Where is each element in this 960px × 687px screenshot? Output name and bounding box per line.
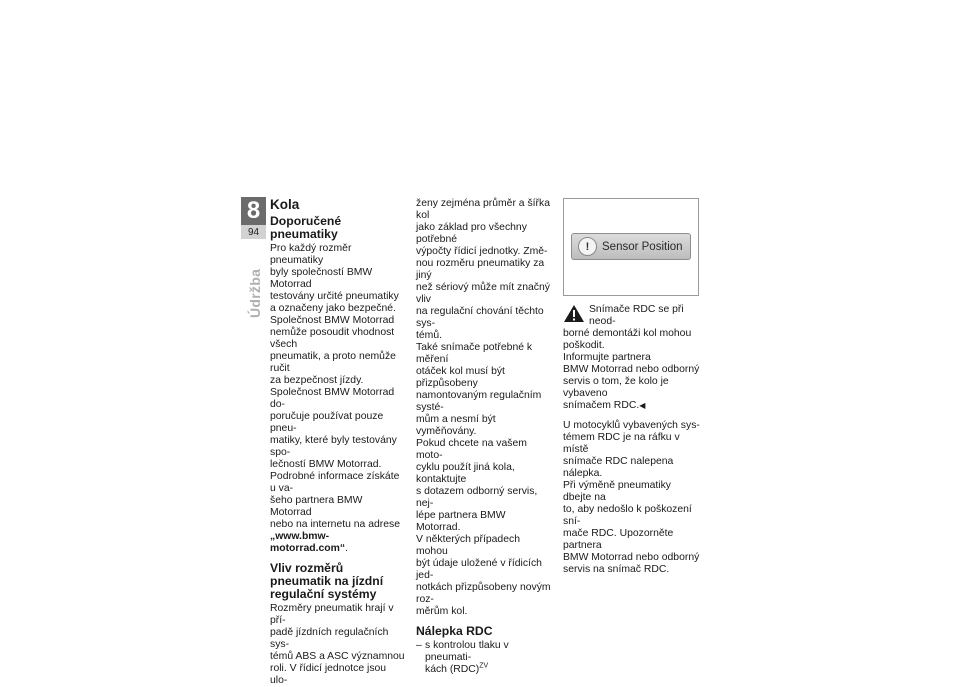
text-line: V některých případech mohou bbox=[416, 534, 520, 557]
text-line: za bezpečnost jízdy. bbox=[270, 375, 364, 386]
text-line: nemůže posoudit vhodnost všech bbox=[270, 327, 395, 350]
text-line: témem RDC je na ráfku v místě bbox=[563, 432, 680, 455]
heading-tyre-size-influence: Vliv rozměrů pneumatik na jízdní regulační systémy bbox=[270, 561, 384, 601]
text-line: na regulační chování těchto sys- bbox=[416, 306, 544, 329]
text-line: byly společností BMW Motorrad bbox=[270, 267, 373, 290]
text-line: servis o tom, že kolo je vybaveno bbox=[563, 376, 669, 399]
text-line: ženy zejména průměr a šířka kol bbox=[416, 198, 550, 221]
optional-equipment-mark: ZV bbox=[479, 662, 489, 670]
text-line: poručuje používat pouze pneu- bbox=[270, 411, 384, 434]
text-line: lépe partnera BMW Motorrad. bbox=[416, 510, 506, 533]
text-line: nebo na internetu na adrese bbox=[270, 519, 400, 530]
bullet-line: s kontrolou tlaku v pneumati- bbox=[425, 640, 509, 663]
text-line: jako základ pro všechny potřebné bbox=[416, 222, 527, 245]
text-line: šeho partnera BMW Motorrad bbox=[270, 495, 363, 518]
rdc-sticker-text bbox=[563, 420, 701, 576]
spacer bbox=[563, 412, 701, 420]
text-line: Pro každý rozměr pneumatiky bbox=[270, 243, 352, 266]
text-line: a označeny jako bezpečné. bbox=[270, 303, 396, 314]
text-line: BMW Motorrad nebo odborný bbox=[563, 552, 700, 563]
text-line: U motocyklů vybavených sys- bbox=[563, 420, 700, 431]
text-line-text: snímačem RDC. bbox=[563, 400, 640, 411]
exclamation-icon: ! bbox=[578, 237, 597, 256]
text-line: výpočty řídicí jednotky. Změ- bbox=[416, 246, 548, 257]
text-line: Při výměně pneumatiky dbejte na bbox=[563, 480, 671, 503]
website-line bbox=[270, 531, 406, 555]
text-line: borné demontáži kol mohou bbox=[563, 328, 692, 339]
text-line: poškodit. bbox=[563, 340, 605, 351]
website-period: . bbox=[345, 543, 348, 554]
text-line: než sériový může mít značný vliv bbox=[416, 282, 550, 305]
text-line: pneumatik, a proto nemůže ručit bbox=[270, 351, 396, 374]
column-1 bbox=[270, 198, 406, 687]
end-of-warning-icon: ◀ bbox=[639, 401, 646, 410]
bullet-text bbox=[425, 640, 552, 676]
text-line: témů ABS a ASC významnou bbox=[270, 651, 405, 662]
text-line: Pokud chcete na vašem moto- bbox=[416, 438, 527, 461]
column-2 bbox=[416, 198, 552, 676]
bullet-line bbox=[425, 664, 552, 676]
rdc-bullet bbox=[416, 640, 552, 676]
text-line bbox=[563, 400, 701, 412]
sensor-position-image bbox=[563, 198, 699, 296]
column-3 bbox=[563, 198, 701, 576]
text-line: témů. bbox=[416, 330, 442, 341]
continued-text bbox=[416, 198, 552, 618]
text-line: být údaje uložené v řídicích jed- bbox=[416, 558, 542, 581]
text-line: testovány určité pneumatiky bbox=[270, 291, 399, 302]
warning-triangle-icon bbox=[563, 304, 585, 323]
text-line: namontovaným regulačním systé- bbox=[416, 390, 542, 413]
text-line: Snímače RDC se při neod- bbox=[589, 304, 684, 327]
text-line: Společnost BMW Motorrad bbox=[270, 315, 395, 326]
text-line: matiky, které byly testovány spo- bbox=[270, 435, 397, 458]
text-line: Společnost BMW Motorrad do- bbox=[270, 387, 395, 410]
text-line: s dotazem odborný servis, nej- bbox=[416, 486, 538, 509]
text-line: servis na snímač RDC. bbox=[563, 564, 670, 575]
chapter-number: 8 bbox=[241, 197, 266, 225]
heading-rdc-sticker: Nálepka RDC bbox=[416, 624, 493, 638]
text-line: to, aby nedošlo k poškození sní- bbox=[563, 504, 692, 527]
text-line: Rozměry pneumatik hrají v pří- bbox=[270, 603, 394, 626]
text-line: lečností BMW Motorrad. bbox=[270, 459, 382, 470]
text-line: cyklu použít jiná kola, kontaktujte bbox=[416, 462, 515, 485]
chapter-side-label: Údržba bbox=[247, 268, 263, 318]
text-line: Podrobné informace získáte u va- bbox=[270, 471, 400, 494]
text-line: Informujte partnera bbox=[563, 352, 651, 363]
page-title: Kola bbox=[270, 197, 300, 212]
text-line: Také snímače potřebné k měření bbox=[416, 342, 533, 365]
text-line: otáček kol musí být přizpůsobeny bbox=[416, 366, 505, 389]
page-number: 94 bbox=[241, 225, 266, 239]
text-line: měrům kol. bbox=[416, 606, 468, 617]
text-line: roli. V řídicí jednotce jsou ulo- bbox=[270, 663, 387, 686]
bullet-dash: – bbox=[416, 640, 422, 651]
text-line: BMW Motorrad nebo odborný bbox=[563, 364, 700, 375]
tyre-size-text bbox=[270, 603, 406, 687]
website-link[interactable]: „www.bmw-motorrad.com“ bbox=[270, 531, 346, 554]
text-line: nou rozměru pneumatiky za jiný bbox=[416, 258, 545, 281]
text-line: padě jízdních regulačních sys- bbox=[270, 627, 389, 650]
rdc-sticker bbox=[571, 233, 691, 260]
text-line: mům a nesmí být vyměňovány. bbox=[416, 414, 496, 437]
heading-recommended-tyres: Doporučené pneumatiky bbox=[270, 214, 342, 241]
text-line: mače RDC. Upozorněte partnera bbox=[563, 528, 674, 551]
recommended-tyres-text bbox=[270, 243, 406, 555]
bullet-line-text: kách (RDC) bbox=[425, 664, 480, 675]
warning-block bbox=[563, 304, 701, 412]
sticker-label: Sensor Position bbox=[602, 240, 683, 253]
text-line: notkách přizpůsobeny novým roz- bbox=[416, 582, 551, 605]
text-line: snímače RDC nalepena nálepka. bbox=[563, 456, 674, 479]
